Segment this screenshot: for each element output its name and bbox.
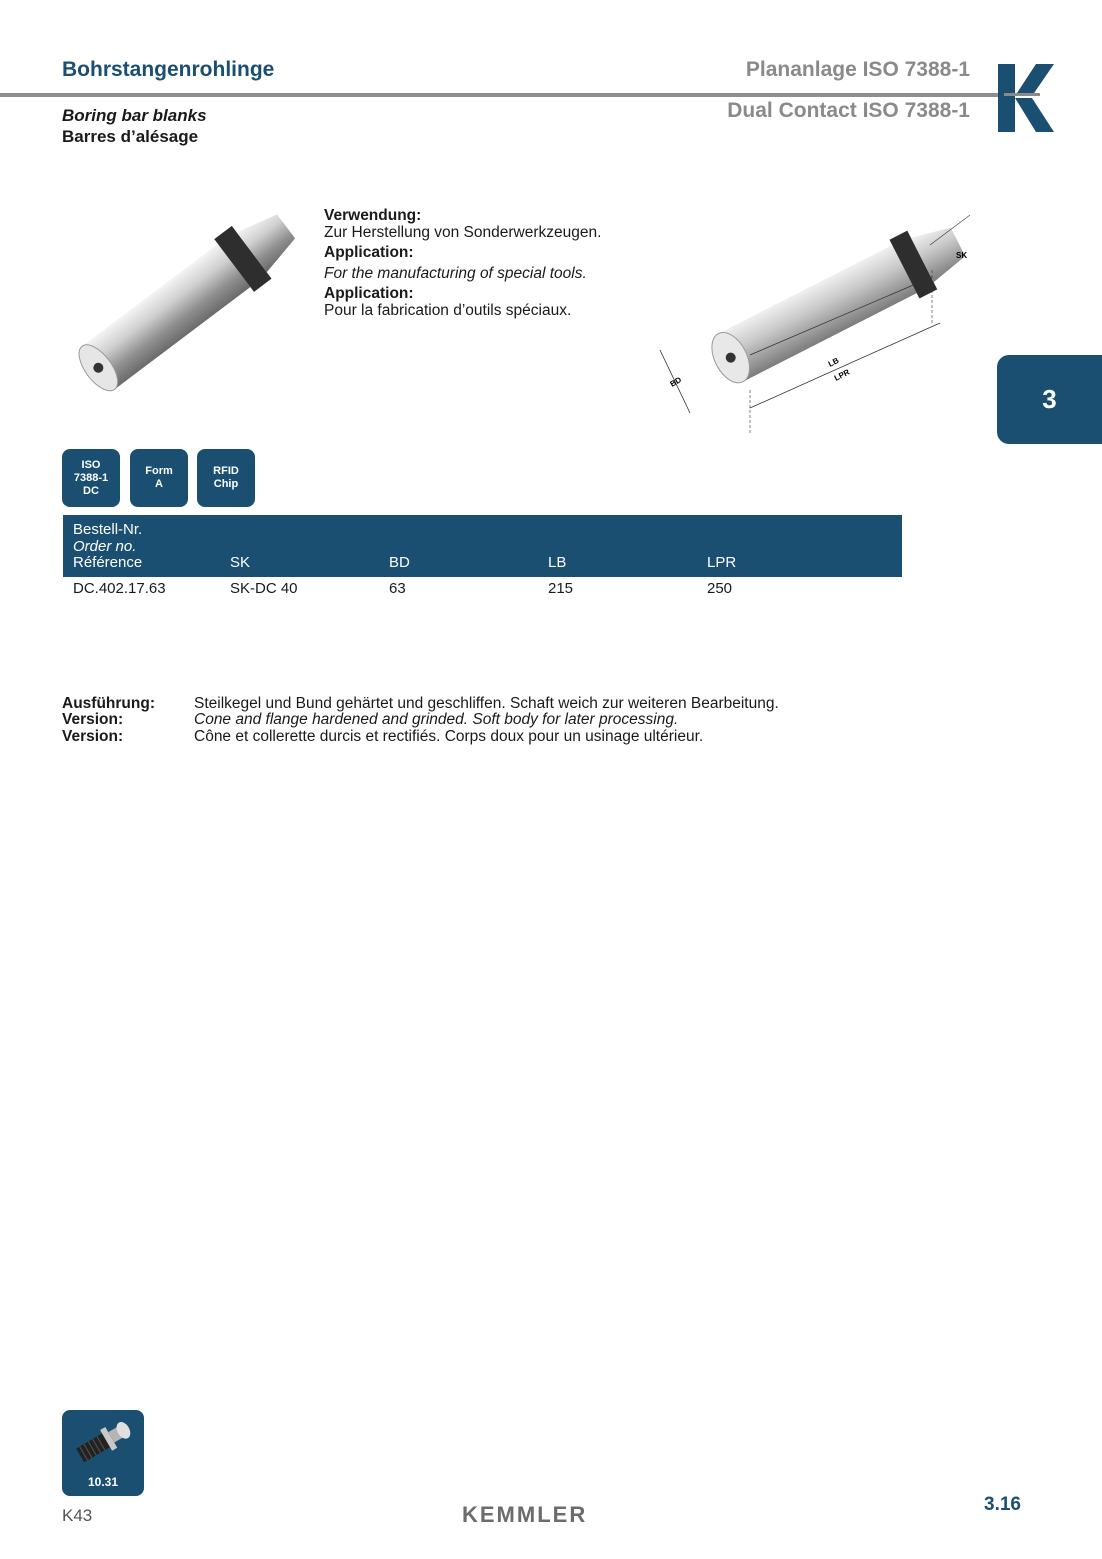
- badge-line: ISO: [81, 458, 101, 471]
- header-right-line2: Dual Contact ISO 7388-1: [727, 99, 970, 122]
- drawing-label-bd: BD: [668, 375, 684, 389]
- brand-wordmark: KEMMLER: [462, 1502, 588, 1527]
- version-fr-text: Cône et collerette durcis et rectifiés. Corps doux pour un usinage ultérieur.: [194, 728, 704, 745]
- version-de-text: Steilkegel und Bund gehärtet und geschliffen. Schaft weich zur weiteren Bearbeitung.: [194, 695, 779, 712]
- application-de-label: Verwendung:: [324, 207, 422, 224]
- application-en-label: Application:: [324, 244, 414, 261]
- header-right-line1: Plananlage ISO 7388-1: [745, 58, 970, 81]
- badge-line: A: [155, 478, 163, 490]
- badge-iso-7388-1-dc: [62, 449, 120, 507]
- cell-lb: 215: [548, 580, 574, 597]
- version-fr-label: Version:: [62, 728, 124, 745]
- page-title: Bohrstangenrohlinge: [62, 58, 275, 81]
- header-order-fr: Référence: [73, 554, 143, 571]
- header-order-de: Bestell-Nr.: [73, 521, 143, 538]
- badge-line: RFID: [213, 465, 239, 477]
- cell-order-no: DC.402.17.63: [73, 580, 166, 597]
- badge-line: DC: [83, 484, 99, 497]
- version-en-text: Cone and flange hardened and grinded. Soft body for later processing.: [194, 711, 679, 728]
- badge-rfid-chip: [197, 449, 255, 507]
- pull-stud-icon: [62, 1410, 144, 1472]
- drawing-label-lb: LB: [826, 355, 841, 369]
- subtitle-en: Boring bar blanks: [62, 106, 207, 125]
- application-fr-text: Pour la fabrication d’outils spéciaux.: [324, 301, 572, 319]
- header-bd: BD: [389, 554, 410, 571]
- version-en-label: Version:: [62, 711, 124, 728]
- reference-number: 10.31: [87, 1475, 119, 1489]
- badge-form-a: [130, 449, 188, 507]
- subtitle-fr: Barres d’alésage: [62, 127, 199, 146]
- kemmler-k-logo: [996, 62, 1056, 134]
- product-photo: [55, 195, 315, 405]
- cell-sk: SK-DC 40: [230, 580, 298, 597]
- application-en-text: For the manufacturing of special tools.: [324, 264, 587, 282]
- drawing-label-lpr: LPR: [832, 367, 852, 383]
- application-fr-label: Application:: [324, 285, 414, 302]
- header-order-en: Order no.: [73, 538, 137, 555]
- table-header: [63, 515, 902, 577]
- cell-lpr: 250: [707, 580, 733, 597]
- technical-drawing: [640, 195, 990, 440]
- page-number: 3.16: [984, 1494, 1021, 1515]
- drawing-label-sk: SK: [956, 251, 968, 260]
- badge-line: Chip: [213, 478, 239, 490]
- application-block: [324, 208, 601, 319]
- application-de-text: Zur Herstellung von Sonderwerkzeugen.: [324, 223, 602, 241]
- table-row: [63, 580, 902, 600]
- header-sk: SK: [230, 554, 251, 571]
- cell-bd: 63: [389, 580, 406, 597]
- badge-line: Form: [145, 465, 173, 477]
- version-de-label: Ausführung:: [62, 695, 155, 712]
- footer-code: K43: [62, 1506, 93, 1525]
- header-rule: [0, 93, 1000, 97]
- chapter-tab[interactable]: 3: [997, 355, 1102, 444]
- header-lb: LB: [548, 554, 567, 571]
- badge-line: 7388-1: [73, 471, 109, 484]
- header-lpr: LPR: [707, 554, 737, 571]
